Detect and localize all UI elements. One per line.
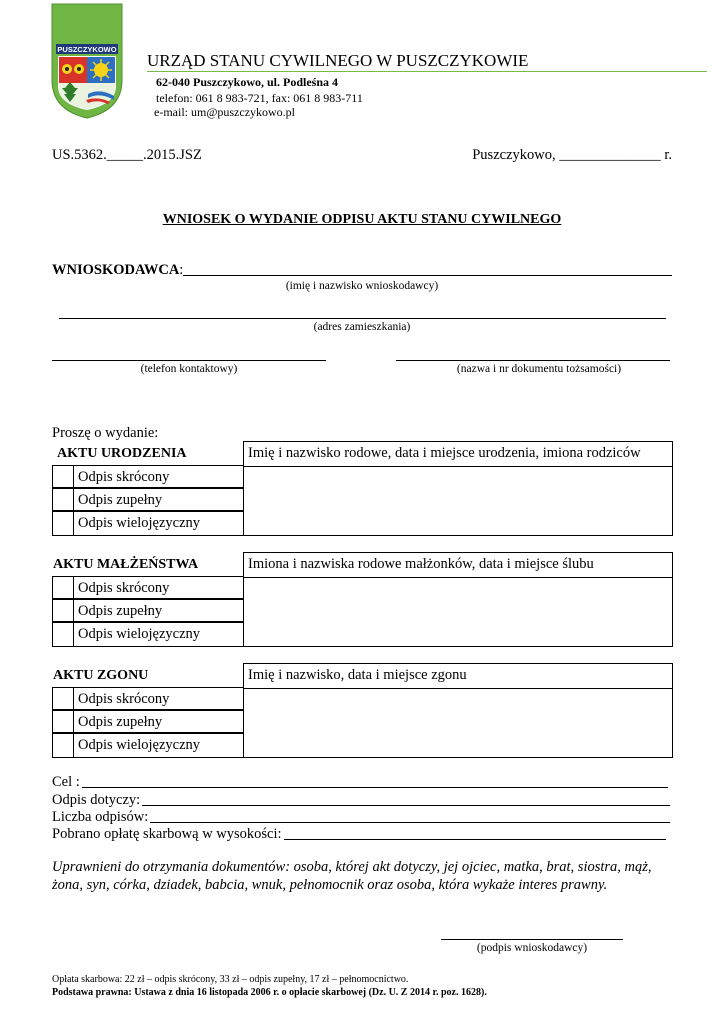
purpose-field[interactable] <box>52 774 668 791</box>
request-intro: Proszę o wydanie: <box>52 425 159 441</box>
purpose-label: Cel : <box>52 774 80 790</box>
birth-short-label: Odpis skrócony <box>74 465 244 488</box>
concerns-label: Odpis dotyczy: <box>52 792 141 808</box>
marriage-full-option[interactable] <box>52 599 244 622</box>
reference-number: US.5362._____.2015.JSZ <box>52 147 202 163</box>
death-section-title: AKTU ZGONU <box>53 668 149 683</box>
birth-full-option[interactable] <box>52 488 244 511</box>
marriage-section-title: AKTU MAŁŻEŃSTWA <box>53 557 199 572</box>
death-short-label: Odpis skrócony <box>74 687 244 710</box>
entitled-persons-notice: Uprawnieni do otrzymania dokumentów: osoba, której akt dotyczy, jej ojciec, matka, brat, siostra, mąż, żona, syn, córka, dziadek, babcia, wnuk, pełnomocnik oraz osoba, która wykaże interes prawny. <box>52 859 652 893</box>
office-phone-fax: telefon: 061 8 983-721, fax: 061 8 983-711 <box>156 91 363 105</box>
office-email: e-mail: um@puszczykowo.pl <box>154 105 296 119</box>
birth-short-checkbox[interactable] <box>52 465 74 488</box>
death-short-option[interactable] <box>52 687 244 710</box>
legal-basis: Podstawa prawna: Ustawa z dnia 16 listopada 2006 r. o opłacie skarbowej (Dz. U. Z 2014 r. poz. 1628). <box>52 987 487 998</box>
marriage-details-header: Imiona i nazwiska rodowe małżonków, data i miejsce ślubu <box>244 553 672 578</box>
copies-count-label: Liczba odpisów: <box>52 809 149 825</box>
fee-label: Pobrano opłatę skarbową w wysokości: <box>52 826 282 842</box>
applicant-label: WNIOSKODAWCA <box>52 262 180 278</box>
place-date-field[interactable]: Puszczykowo, ______________ r. <box>472 147 672 163</box>
marriage-full-checkbox[interactable] <box>52 599 74 622</box>
form-title: WNIOSEK O WYDANIE ODPISU AKTU STANU CYWILNEGO <box>162 212 562 227</box>
marriage-multilingual-checkbox[interactable] <box>52 622 74 647</box>
header-divider <box>147 71 707 72</box>
birth-section-title: AKTU URODZENIA <box>57 446 187 461</box>
marriage-multilingual-label: Odpis wielojęzyczny <box>74 622 244 647</box>
birth-multilingual-label: Odpis wielojęzyczny <box>74 511 244 536</box>
office-name: URZĄD STANU CYWILNEGO W PUSZCZYKOWIE <box>147 51 529 70</box>
phone-hint: (telefon kontaktowy) <box>140 363 238 375</box>
concerns-field[interactable] <box>52 792 670 809</box>
fee-field[interactable] <box>52 826 666 843</box>
death-full-label: Odpis zupełny <box>74 710 244 733</box>
birth-short-option[interactable] <box>52 465 244 488</box>
death-short-checkbox[interactable] <box>52 687 74 710</box>
identity-document-field[interactable] <box>396 360 670 361</box>
phone-field[interactable] <box>52 360 326 361</box>
marriage-short-label: Odpis skrócony <box>74 576 244 599</box>
death-full-checkbox[interactable] <box>52 710 74 733</box>
death-multilingual-option[interactable] <box>52 733 244 758</box>
office-address: 62-040 Puszczykowo, ul. Podleśna 4 <box>156 75 339 89</box>
logo-lettering: PUSZCZYKOWO <box>57 45 117 54</box>
copies-count-field[interactable] <box>52 809 670 826</box>
birth-multilingual-checkbox[interactable] <box>52 511 74 536</box>
signature-field[interactable] <box>441 939 623 940</box>
fee-info: Opłata skarbowa: 22 zł – odpis skrócony, 33 zł – odpis zupełny, 17 zł – pełnomocnictwo. <box>52 974 409 985</box>
coat-of-arms-logo <box>50 2 124 120</box>
death-multilingual-checkbox[interactable] <box>52 733 74 758</box>
death-full-option[interactable] <box>52 710 244 733</box>
address-hint: (adres zamieszkania) <box>313 321 411 333</box>
marriage-full-label: Odpis zupełny <box>74 599 244 622</box>
applicant-name-field[interactable]: WNIOSKODAWCA : <box>52 262 672 279</box>
signature-hint: (podpis wnioskodawcy) <box>476 942 588 954</box>
address-field[interactable] <box>59 318 666 319</box>
applicant-name-hint: (imię i nazwisko wnioskodawcy) <box>285 280 439 292</box>
marriage-short-option[interactable] <box>52 576 244 599</box>
marriage-multilingual-option[interactable] <box>52 622 244 647</box>
death-multilingual-label: Odpis wielojęzyczny <box>74 733 244 758</box>
birth-details-header: Imię i nazwisko rodowe, data i miejsce urodzenia, imiona rodziców <box>244 442 672 467</box>
marriage-details-box[interactable] <box>243 552 673 647</box>
marriage-short-checkbox[interactable] <box>52 576 74 599</box>
identity-document-hint: (nazwa i nr dokumentu tożsamości) <box>456 363 622 375</box>
birth-details-box[interactable] <box>243 441 673 536</box>
death-details-box[interactable] <box>243 663 673 758</box>
birth-full-checkbox[interactable] <box>52 488 74 511</box>
birth-full-label: Odpis zupełny <box>74 488 244 511</box>
death-details-header: Imię i nazwisko, data i miejsce zgonu <box>244 664 672 689</box>
birth-multilingual-option[interactable] <box>52 511 244 536</box>
